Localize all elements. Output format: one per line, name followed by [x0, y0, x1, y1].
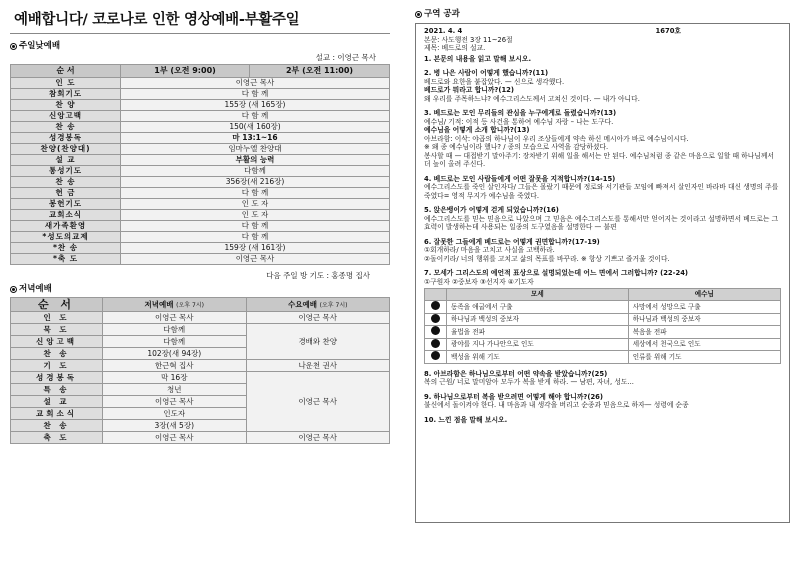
table-row: *성도의교제 다 함 께: [11, 232, 390, 243]
table-row: 인 도 이영근 목사: [11, 78, 390, 89]
bullet-icon: [415, 11, 422, 18]
lesson-answer: ①회개하라/ 마음을 고치고 사실을 고백하라.: [424, 246, 555, 254]
lesson-question: 1. 본문의 내용을 읽고 말해 보시오.: [424, 54, 532, 63]
lesson-question: 3. 베드로는 모인 무리들의 관심을 누구에게로 돌렸습니까?(13): [424, 109, 617, 117]
lesson-answer: ※ 왜 종 예수님이라 했나? / 종의 모습으로 사역을 감당하셨다.: [424, 143, 609, 151]
table-row: 백성을 위해 기도 인류를 위해 기도: [425, 351, 781, 364]
lesson-answer: 봉사할 때 — 대접받기 말아주기: 장차받기 위해 일을 해서는 안 된다. 예수님처럼 종 같은 마음으로 일할 때 하나님께서 더 높이 올려 주신다.: [424, 151, 775, 168]
cell-lesson-heading: 구역 공과: [415, 8, 793, 20]
table-row: 율법을 전파 복음을 전파: [425, 326, 781, 339]
table-row: 성경봉독 마 13:1~16: [11, 133, 390, 144]
table-header-row: 모세 예수님: [425, 289, 781, 301]
table-row: 특 송 청년: [11, 384, 390, 396]
lesson-answer: 예수그리스도를 믿는 믿음으로 나았으며 그 믿음은 예수그리스도를 통해서만 얻어지는 것이라고 설명하면서 베드로는 그 효력이 발생하는데 사용되는 일종의 도구였음을 설명한다 — 불편: [424, 214, 779, 231]
evening-service-table: [10, 297, 390, 444]
lesson-answer: 베드로와 요한을 붙잡았다. — 신으로 생각했다.: [424, 77, 565, 86]
lesson-question: 예수님을 어떻게 소개 합니까?(13): [424, 126, 530, 134]
table-header-row: 순 서 저녁예배 (오후 7시) 수요예배 (오후 7시): [11, 298, 390, 312]
title-divider: [10, 33, 390, 34]
table-row: 신앙고백 다 함 께: [11, 111, 390, 122]
lesson-question: 6. 잘못한 그들에게 베드로는 어떻게 권면합니까?(17-19): [424, 237, 600, 246]
lesson-content: [424, 36, 781, 287]
lesson-answer: 아브라함: 이삭: 야곱의 하나님이 우리 조상들에게 약속 하신 메시아가 바로 예수님이시다.: [424, 134, 689, 143]
next-week-prayer: 다음 주일 방 기도 : 홍종명 집사: [266, 271, 370, 280]
table-row: 교회소식 인 도 자: [11, 210, 390, 221]
table-row: 찬 송 356장(새 216장): [11, 177, 390, 188]
lesson-answer: ①구원자 ②중보자 ③선지자 ④기도자: [424, 277, 534, 286]
lesson-answer: 본문: 사도행전 3장 11~26절: [424, 35, 513, 44]
bulletin-right-column: [415, 8, 793, 523]
table-row: 새가족환영 다 함 께: [11, 221, 390, 232]
number-bullet-icon: [431, 351, 440, 360]
lesson-answer: 불신에서 돌이켜야 한다. 내 마음과 내 생각을 버리고 순종과 믿음으로 하자— 성령에 순종: [424, 401, 689, 409]
bulletin-left-column: [10, 8, 390, 444]
table-row: 축 도 이영근 목사 이영근 목사: [11, 432, 390, 444]
lesson-question: 2. 병 나은 사람이 어떻게 했습니까?(11): [424, 69, 549, 77]
sermon-leader: 설교 : 이영근 목사: [315, 53, 376, 62]
lesson-answer: 예수그리스도를 죽인 살인자다/ 그들은 몰랐기 때문에 정로와 서기관들 꼬임에 빠져서 살인자인 바라바 대신 생명의 주를 죽였다= 영적 무지가 예수님을 죽였다.: [424, 183, 779, 200]
table-row: 설 교 이영근 목사: [11, 396, 390, 408]
number-bullet-icon: [431, 301, 440, 310]
table-row: 광야를 지나 가나안으로 인도 세상에서 천국으로 인도: [425, 338, 781, 351]
lesson-date: 2021. 4. 4: [424, 27, 463, 35]
table-row: *축 도 이영근 목사: [11, 254, 390, 265]
lesson-answer: 제목: 베드로의 설교.: [424, 44, 486, 52]
lesson-answer: 예수님/ 기적: 이적 등 사건을 통하여 예수님 자랑 – 나는 도구다.: [424, 117, 614, 126]
table-row: 하나님과 백성의 중보자 하나님과 백성의 중보자: [425, 313, 781, 326]
table-row: 설 교 부활의 능력: [11, 155, 390, 166]
table-row: *찬 송 159장 (새 161장): [11, 243, 390, 254]
lesson-question: 5. 앉은뱅이가 어떻게 걷게 되었습니까?(16): [424, 206, 559, 214]
lesson-question: 9. 하나님으로부터 복을 받으려면 어떻게 해야 합니까?(26): [424, 392, 604, 401]
table-row: 찬 송 102장(새 94장): [11, 348, 390, 360]
lesson-date-line: [424, 27, 781, 36]
page-title: 예배합니다/ 코로나로 인한 영상예배-부활주일: [14, 12, 300, 28]
lesson-answer: 복의 근원/ 너로 말미암아 모두가 복을 받게 하라. — 남편, 자녀, 성도...: [424, 378, 634, 386]
table-row: 찬 송 3장(새 5장): [11, 420, 390, 432]
table-row: 기 도 한근혁 집사 나운천 권사: [11, 360, 390, 372]
table-row: 교회소식 인도자: [11, 408, 390, 420]
bullet-icon: [10, 286, 17, 293]
lesson-question: 10. 느낀 점을 말해 보시오.: [424, 415, 508, 424]
table-row: 동족을 애굽에서 구출 사망에서 성망으로 구출: [425, 301, 781, 314]
table-row: 봉헌기도 인 도 자: [11, 199, 390, 210]
table-row: 묵 도 다함께 경배와 찬양: [11, 324, 390, 336]
table-row: 헌 금 다 함 께: [11, 188, 390, 199]
lesson-answer: 왜 우리를 주목하느냐? 예수그리스도께서 고쳐신 것이다. — 내가 아니다.: [424, 94, 640, 103]
sunday-service-table: [10, 64, 390, 265]
table-row: 참회기도 다 함 께: [11, 89, 390, 100]
table-row: 인 도 이영근 목사 이영근 목사: [11, 312, 390, 324]
number-bullet-icon: [431, 314, 440, 323]
lesson-question: 베드로가 뭐라고 합니까?(12): [424, 86, 515, 94]
table-row: 찬 양 155장 (새 165장): [11, 100, 390, 111]
lesson-content-after: [424, 370, 781, 425]
lesson-question: 4. 베드로는 모인 사람들에게 어떤 잘못을 지적합니까?(14-15): [424, 174, 616, 183]
table-row: 통성기도 다함께: [11, 166, 390, 177]
table-header-row: 순 서 1부 (오전 9:00) 2부 (오전 11:00): [11, 65, 390, 78]
sunday-service-heading: 주일낮예배: [10, 40, 390, 52]
lesson-answer: ②돌이키라/ 너의 행위를 고치고 삶의 목표를 바꾸라. ※ 항상 기쁘고 즐거울 것이다.: [424, 254, 670, 263]
table-row: 찬 송 150(새 160장): [11, 122, 390, 133]
issue-number: 1670호: [655, 27, 681, 35]
table-row: 성경봉독 막 16장 이영근 목사: [11, 372, 390, 384]
lesson-question: 8. 아브라함은 하나님으로부터 어떤 약속을 받았습니까?(25): [424, 369, 608, 378]
table-row: 신앙고백 다함께: [11, 336, 390, 348]
lesson-question: 7. 모세가 그리스도의 예언적 표상으로 설명되었는데 어느 면에서 그러합니까? (22-24): [424, 269, 689, 277]
number-bullet-icon: [431, 326, 440, 335]
evening-service-heading: 저녁예배: [10, 283, 390, 295]
bullet-icon: [10, 43, 17, 50]
moses-jesus-table: [424, 288, 781, 364]
table-row: 찬양(찬양대) 임마누엘 찬양대: [11, 144, 390, 155]
number-bullet-icon: [431, 339, 440, 348]
lesson-box: [415, 23, 790, 523]
